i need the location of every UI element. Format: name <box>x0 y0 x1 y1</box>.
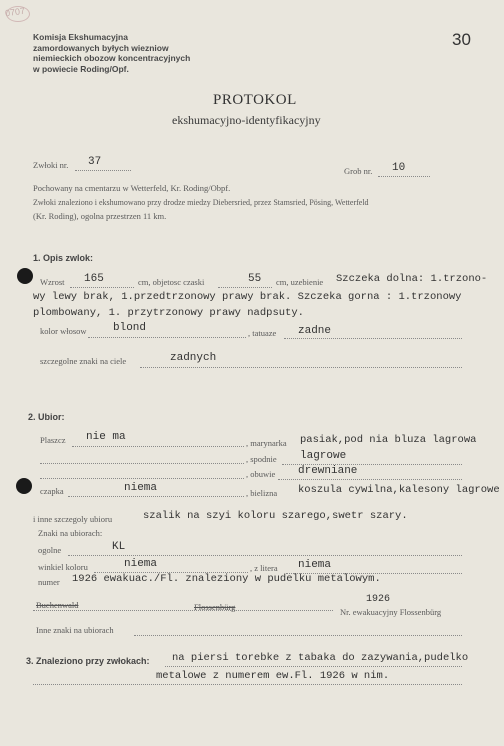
section3-title: 3. Znaleziono przy zwłokach: <box>26 656 150 666</box>
camp-line <box>33 610 333 611</box>
zwloki-line <box>75 170 131 171</box>
inne-znaki-line <box>134 635 462 636</box>
archive-stamp <box>6 6 30 22</box>
czaski-line <box>218 287 272 288</box>
znaki-value: zadnych <box>170 352 217 364</box>
section3-line-1: na piersi torebke z tabaka do zazywania,pudelko <box>172 652 469 664</box>
kolor-label: kolor włosow <box>40 326 87 336</box>
evacuation-number-label: Nr. ewakuacyjny Flossenbürg <box>340 607 442 617</box>
section3-line-2: metalowe z numerem ew.Fl. 1926 w nim. <box>156 670 390 682</box>
czaski-label: cm, objetosc czaski <box>138 277 205 287</box>
wzrost-line <box>70 287 134 288</box>
page-number: 30 <box>452 30 471 49</box>
inne-label: i inne szczegoly ubioru <box>33 514 113 524</box>
bielizna-value: koszula cywilna,kalesony lagrowe <box>298 484 500 496</box>
document-title: PROTOKOL <box>213 92 297 108</box>
uzebienie-label: cm, uzebienie <box>276 277 324 287</box>
uzebienie-line-2: wy lewy brak, 1.przedtrzonowy prawy brak. Szczeka gorna : 1.trzonowy <box>33 291 462 303</box>
tatuaze-line <box>284 338 462 339</box>
evacuation-number-value: 1926 <box>366 594 391 605</box>
plaszcz-label: Plaszcz <box>40 435 66 445</box>
marynarka-label: , marynarka <box>246 438 287 448</box>
obuwie-value: drewniane <box>298 465 358 477</box>
wzrost-label: Wzrost <box>40 277 65 287</box>
bielizna-label: , bielizna <box>246 488 278 498</box>
grob-line <box>378 176 430 177</box>
section3-rule-1 <box>165 666 462 667</box>
tatuaze-value: zadne <box>298 325 332 337</box>
document-subtitle: ekshumacyjno-identyfikacyjny <box>172 113 321 127</box>
grob-label: Grob nr. <box>344 166 373 176</box>
inne-value: szalik na szyi koloru szarego,swetr szary. <box>143 510 408 522</box>
znaki-line <box>140 367 462 368</box>
znaki-ubior-label: Znaki na ubiorach: <box>38 528 103 538</box>
archive-stamp-number: 0707 <box>4 5 26 19</box>
header-line-2: zamordowanych byłych wiezniow <box>33 42 169 53</box>
inne-znaki-label: Inne znaki na ubiorach <box>36 625 114 635</box>
flossenburg-option: Flossenbürg <box>194 602 236 612</box>
czapka-label: czapka <box>40 486 64 496</box>
buchenwald-option: Buchenwald <box>36 600 79 610</box>
czaski-value: 55 <box>248 273 262 285</box>
punch-hole-top <box>17 268 33 284</box>
spodnie-label: , spodnie <box>246 454 277 464</box>
ogolne-label: ogolne <box>38 545 62 555</box>
czapka-line <box>68 496 244 497</box>
punch-hole-bottom <box>16 478 32 494</box>
kolor-line <box>88 337 246 338</box>
uzebienie-value: Szczeka dolna: 1.trzono- <box>336 273 488 285</box>
uzebienie-line-3: plombowany, 1. przytrzonowy prawy nadpsuty. <box>33 307 304 319</box>
zwloki-value: 37 <box>88 156 102 168</box>
header-line-1: Komisja Ekshumacyjna <box>33 32 128 42</box>
marynarka-value: pasiak,pod nia bluza lagrowa <box>300 434 477 446</box>
plaszcz-line <box>72 446 244 447</box>
ogolne-value: KL <box>112 541 126 553</box>
section2-title: 2. Ubior: <box>28 412 65 422</box>
czapka-value: niema <box>124 482 158 494</box>
section3-rule-2 <box>33 684 462 685</box>
intro-line-3: (Kr. Roding), ogolna przestrzen 11 km. <box>33 211 167 221</box>
spodnie-pre-line <box>40 463 244 464</box>
spodnie-value: lagrowe <box>300 450 347 462</box>
ogolne-line <box>68 555 462 556</box>
obuwie-label: , obuwie <box>246 469 276 479</box>
intro-line-2: Zwłoki znaleziono i ekshumowano przy drodze miedzy Diebersried, przez Stamsried, Pösing, Wetterfeld <box>33 198 369 207</box>
numer-value: 1926 ewakuac./Fl. znaleziony w pudelku metalowym. <box>72 573 381 585</box>
grob-value: 10 <box>392 162 406 174</box>
winkiel-label: winkiel koloru <box>38 562 88 572</box>
wzrost-value: 165 <box>84 273 104 285</box>
znaki-label: szczegolne znaki na ciele <box>40 356 127 366</box>
litera-label: , z litera <box>250 563 278 573</box>
kolor-value: blond <box>113 322 147 334</box>
winkiel-value: niema <box>124 558 158 570</box>
zwloki-label: Zwłoki nr. <box>33 160 69 170</box>
header-line-3: niemieckich obozow koncentracyjnych <box>33 53 191 63</box>
obuwie-pre-line <box>40 478 244 479</box>
plaszcz-value: nie ma <box>86 431 126 443</box>
header-block <box>33 32 190 74</box>
intro-line-1: Pochowany na cmentarzu w Wetterfeld, Kr. Roding/Obpf. <box>33 183 231 193</box>
litera-value: niema <box>298 559 332 571</box>
section1-title: 1. Opis zwlok: <box>33 253 94 263</box>
tatuaze-label: , tatuaze <box>248 328 277 338</box>
numer-label: numer <box>38 577 60 587</box>
obuwie-line <box>278 479 462 480</box>
header-line-4: w powiecie Roding/Opf. <box>33 63 129 74</box>
